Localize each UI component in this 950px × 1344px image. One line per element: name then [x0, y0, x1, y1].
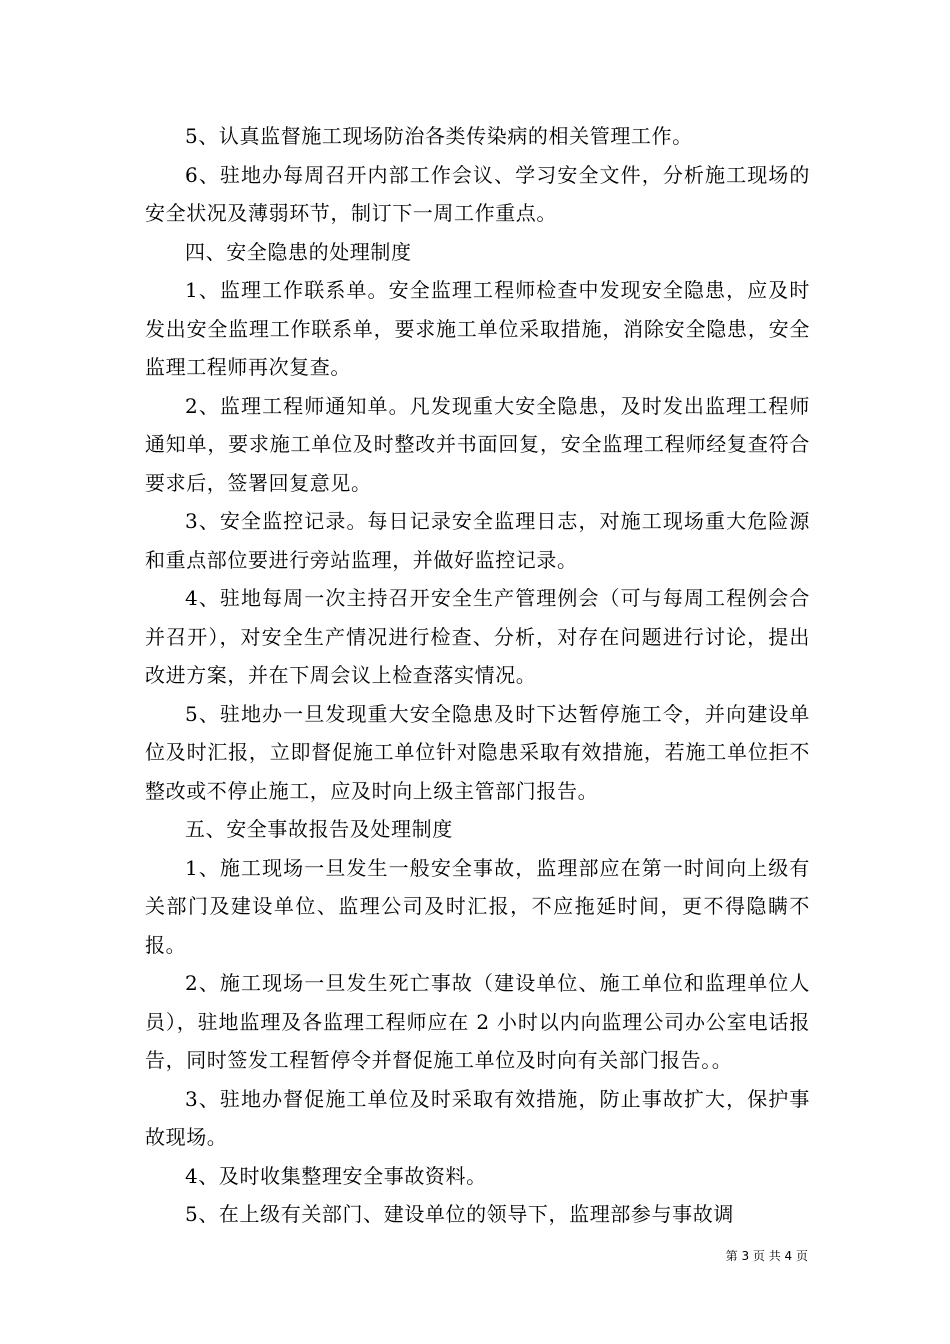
paragraph-3-monitoring-record: 3、安全监控记录。每日记录安全监理日志，对施工现场重大危险源和重点部位要进行旁站监理，并做好监控记录。	[145, 509, 810, 572]
paragraph-5-epidemic: 5、认真监督施工现场防治各类传染病的相关管理工作。	[185, 124, 693, 148]
paragraph-4-weekly-safety-meeting: 4、驻地每周一次主持召开安全生产管理例会（可与每周工程例会合并召开），对安全生产情况进行检查、分析，对存在问题进行讨论，提出改进方案，并在下周会议上检查落实情况。	[145, 586, 810, 687]
page-number-footer: 第 3 页 共 4 页	[725, 1249, 808, 1263]
document-body	[145, 117, 810, 1234]
paragraph-6-weekly-meeting: 6、驻地办每周召开内部工作会议、学习安全文件，分析施工现场的安全状况及薄弱环节，制订下一周工作重点。	[145, 162, 810, 225]
paragraph-1-contact-sheet: 1、监理工作联系单。安全监理工程师检查中发现安全隐患，应及时发出安全监理工作联系单，要求施工单位采取措施，消除安全隐患，安全监理工程师再次复查。	[145, 278, 810, 379]
section-heading-accident-reporting: 五、安全事故报告及处理制度	[185, 817, 453, 841]
paragraph-5-stop-work-order: 5、驻地办一旦发现重大安全隐患及时下达暂停施工令，并向建设单位及时汇报，立即督促施工单位针对隐患采取有效措施，若施工单位拒不整改或不停止施工，应及时向上级主管部门报告。	[145, 701, 810, 803]
paragraph-2-engineer-notice: 2、监理工程师通知单。凡发现重大安全隐患，及时发出监理工程师通知单，要求施工单位及时整改并书面回复，安全监理工程师经复查符合要求后，签署回复意见。	[145, 393, 810, 495]
paragraph-3-protect-scene: 3、驻地办督促施工单位及时采取有效措施，防止事故扩大，保护事故现场。	[145, 1086, 810, 1149]
paragraph-4-collect-materials: 4、及时收集整理安全事故资料。	[185, 1163, 487, 1188]
paragraph-2-fatal-accident: 2、施工现场一旦发生死亡事故（建设单位、施工单位和监理单位人员），驻地监理及各监理工程师应在 2 小时以内向监理公司办公室电话报告，同时签发工程暂停令并督促施工单位及时向有关部门报告。。	[145, 971, 810, 1072]
paragraph-5-investigation: 5、在上级有关部门、建设单位的领导下，监理部参与事故调	[185, 1202, 734, 1226]
paragraph-1-general-accident: 1、施工现场一旦发生一般安全事故，监理部应在第一时间向上级有关部门及建设单位、监理公司及时汇报，不应拖延时间，更不得隐瞒不报。	[145, 855, 810, 957]
section-heading-hazard-handling: 四、安全隐患的处理制度	[185, 239, 412, 264]
